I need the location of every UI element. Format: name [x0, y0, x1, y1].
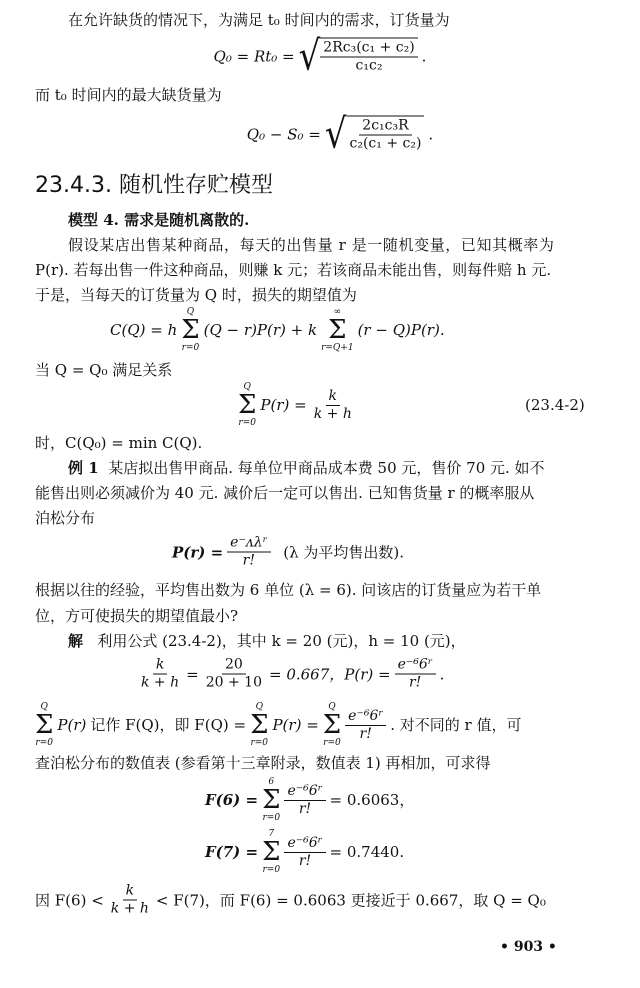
- text-line: 能售出则必须减价为 40 元. 减价后一定可以售出. 已知售货量 r 的概率服从: [35, 484, 535, 502]
- formula-value: = 0.7440.: [329, 843, 405, 861]
- text-line: 在允许缺货的情况下，为满足 t₀ 时间内的需求，订货量为: [68, 11, 450, 29]
- formula-value: = 0.6063，: [329, 791, 415, 809]
- text-line: [68, 631, 466, 651]
- numerator: k: [153, 657, 167, 675]
- formula-note: (λ 为平均售出数).: [283, 543, 405, 561]
- denominator: r!: [298, 852, 312, 869]
- formula-term: (Q − r)P(r) + k: [203, 321, 318, 339]
- solution-text: 利用公式 (23.4-2)，其中 k = 20 (元)，h = 10 (元)，: [97, 632, 466, 650]
- formula-lhs: Q₀ = Rt₀ =: [213, 47, 295, 65]
- text-line: [68, 458, 545, 478]
- sum-symbol: ∞ Σ r=Q+1: [321, 307, 354, 353]
- text-line: 位，方可使损失的期望值最小?: [35, 607, 239, 625]
- numerator: e⁻⁶6ʳ: [395, 657, 436, 675]
- sum-symbol: Q Σ r=0: [322, 702, 342, 748]
- text-line: 当 Q = Q₀ 满足关系: [35, 361, 173, 379]
- text-line: 泊松分布: [35, 509, 96, 527]
- numerator: e⁻⁶6ʳ: [284, 835, 325, 853]
- page-number: • 903 •: [500, 939, 557, 955]
- formula-optimal-condition: [238, 382, 355, 428]
- numerator: k: [123, 883, 137, 901]
- text-span: 记作 F(Q)，即 F(Q) =: [90, 716, 247, 734]
- text-line: P(r). 若每出售一件这种商品，则赚 k 元；若该商品未能出售，则每件赔 h 元.: [35, 261, 552, 279]
- formula-f6: [205, 777, 414, 823]
- model-title: 模型 4. 需求是随机离散的.: [68, 211, 250, 229]
- numerator: k: [326, 388, 340, 406]
- text-span: . 对不同的 r 值，可: [390, 716, 522, 734]
- denominator: 20 + 10: [205, 674, 262, 691]
- text-line: 根据以往的经验，平均售出数为 6 单位 (λ = 6). 问该店的订货量应为若干单: [35, 581, 542, 599]
- text-line: 时，C(Q₀) = min C(Q).: [35, 434, 203, 452]
- sum-symbol: Q Σ r=0: [238, 382, 257, 428]
- text-line: 假设某店出售某种商品，每天的出售量 r 是一随机变量，已知其概率为: [68, 236, 555, 254]
- denominator: k + h: [141, 674, 180, 691]
- equation-number: (23.4-2): [525, 396, 585, 414]
- formula-expected-loss: [110, 307, 445, 353]
- text-line: 查泊松分布的数值表 (参看第十三章附录，数值表 1) 再相加，可求得: [35, 754, 491, 772]
- formula-cumulative-definition: [35, 702, 521, 748]
- formula-max-shortage: Q₀ − S₀ = √ $\frac{\text{2c₁c₃R}}{\text{c₂(c₁ + c₂)}}$ .: [246, 110, 434, 158]
- sum-symbol: 6 Σ r=0: [262, 777, 281, 823]
- sum-symbol: 7 Σ r=0: [262, 829, 281, 875]
- denominator: r!: [242, 552, 255, 569]
- formula-lhs: P(r) =: [172, 543, 224, 561]
- formula-ratio: $\frac{k}{k + h}$ = $\frac{20}{20 + 10}$ = 0.667，P(r) = $\frac{\text{e⁻⁶6ʳ}}{r!}$ .: [138, 657, 444, 692]
- section-heading: 23.4.3. 随机性存贮模型: [35, 173, 273, 198]
- sum-symbol: Q Σ r=0: [250, 702, 269, 748]
- formula-term: P(r): [57, 716, 87, 734]
- example-text: 某店拟出售甲商品. 每单位甲商品成本费 50 元，售价 70 元. 如不: [108, 459, 545, 477]
- example-label: 例 1: [68, 459, 99, 477]
- denominator: k + h: [110, 900, 149, 917]
- formula-term: = 0.667，P(r) =: [268, 665, 391, 683]
- numerator: e⁻⁶6ʳ: [345, 708, 386, 726]
- formula-term: (r − Q)P(r).: [357, 321, 445, 339]
- sum-symbol: Q Σ r=0: [35, 702, 54, 748]
- denominator: c₂(c₁ + c₂): [349, 135, 422, 152]
- text-span: < F(7)，而 F(6) = 0.6063 更接近于 0.667，取 Q = Q₀: [155, 891, 546, 909]
- formula-lhs: Q₀ − S₀ =: [246, 125, 321, 143]
- denominator: r!: [359, 725, 372, 742]
- numerator: 2Rc₃(c₁ + c₂): [320, 40, 417, 58]
- formula-term: P(r) =: [260, 396, 307, 414]
- sum-symbol: Q Σ r=0: [181, 307, 200, 353]
- formula-f7: [205, 829, 404, 875]
- text-span: 因 F(6) <: [35, 891, 104, 909]
- formula-lhs: F(7) =: [205, 843, 259, 861]
- text-line: 而 t₀ 时间内的最大缺货量为: [35, 86, 222, 104]
- numerator: e⁻⁶6ʳ: [284, 783, 325, 801]
- formula-order-quantity: Q₀ = Rt₀ = √ $\frac{\text{2Rc₃(c₁ + c₂)}}{\text{c₁c₂}}$ .: [213, 31, 427, 80]
- formula-poisson: [172, 535, 404, 570]
- denominator: r!: [298, 800, 312, 817]
- denominator: k + h: [313, 405, 352, 422]
- formula-term: P(r) =: [272, 716, 319, 734]
- solution-label: 解: [68, 632, 84, 650]
- denominator: c₁c₂: [355, 57, 383, 74]
- denominator: r!: [408, 674, 422, 691]
- equals: =: [186, 665, 199, 683]
- formula-lhs: C(Q) = h: [110, 321, 178, 339]
- text-line-conclusion: [35, 883, 546, 918]
- text-line: 于是，当每天的订货量为 Q 时，损失的期望值为: [35, 286, 357, 304]
- numerator: 2c₁c₃R: [359, 118, 411, 136]
- numerator: 20: [222, 657, 246, 675]
- formula-lhs: F(6) =: [205, 791, 259, 809]
- numerator: e⁻ᴧλʳ: [227, 535, 270, 553]
